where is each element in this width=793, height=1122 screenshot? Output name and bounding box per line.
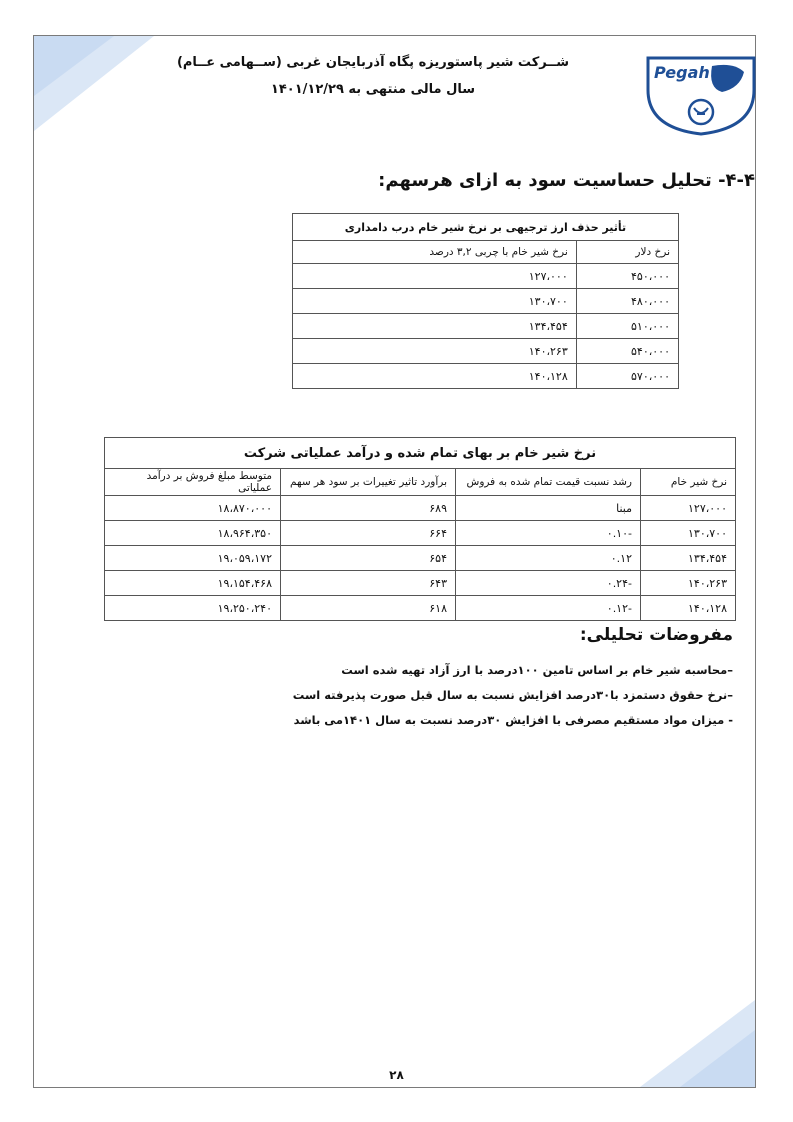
table-cell: ۱۴۰،۲۶۳ bbox=[641, 571, 736, 596]
milk-cost-impact-table bbox=[104, 437, 736, 621]
table-cell: ۱۴۰،۱۲۸ bbox=[293, 364, 577, 389]
table-cell: ۶۴۳ bbox=[281, 571, 456, 596]
assumptions-list bbox=[173, 660, 733, 735]
logo-text: Pegah bbox=[654, 63, 710, 82]
table-row bbox=[293, 364, 679, 389]
table-cell: ۱۳۰،۷۰۰ bbox=[293, 289, 577, 314]
table-cell: ۱۳۴،۴۵۴ bbox=[293, 314, 577, 339]
table2-caption: نرخ شیر خام بر بهای تمام شده و درآمد عملیاتی شرکت bbox=[105, 438, 736, 469]
table-cell: -۰.۱۲ bbox=[456, 596, 641, 621]
table-cell: ۶۵۴ bbox=[281, 546, 456, 571]
table-row bbox=[105, 596, 736, 621]
table1-caption: تأثیر حذف ارز ترجیهی بر نرخ شیر خام درب دامداری bbox=[293, 214, 679, 241]
table1-header-milk-rate: نرخ شیر خام با چربی ۳,۲ درصد bbox=[293, 241, 577, 264]
table-cell: ۱۲۷،۰۰۰ bbox=[641, 496, 736, 521]
table-row bbox=[293, 339, 679, 364]
table-row bbox=[105, 546, 736, 571]
dollar-rate-table bbox=[292, 213, 679, 389]
table-cell: -۰.۲۴ bbox=[456, 571, 641, 596]
table-cell: ۱۴۰،۱۲۸ bbox=[641, 596, 736, 621]
table-cell: ۱۹،۰۵۹،۱۷۲ bbox=[105, 546, 281, 571]
table2-header-avg-sales: متوسط مبلغ فروش بر درآمد عملیاتی bbox=[105, 469, 281, 496]
table-row bbox=[293, 289, 679, 314]
table-cell: ۱۸،۹۶۴،۳۵۰ bbox=[105, 521, 281, 546]
table-cell: ۱۴۰،۲۶۳ bbox=[293, 339, 577, 364]
table-row bbox=[293, 264, 679, 289]
table-cell: ۴۸۰،۰۰۰ bbox=[576, 289, 678, 314]
table-row bbox=[293, 314, 679, 339]
table-cell: ۱۲۷،۰۰۰ bbox=[293, 264, 577, 289]
table-cell: ۵۴۰،۰۰۰ bbox=[576, 339, 678, 364]
table-row bbox=[105, 571, 736, 596]
table-cell: ۶۱۸ bbox=[281, 596, 456, 621]
table-cell: ۱۸،۸۷۰،۰۰۰ bbox=[105, 496, 281, 521]
table-cell: مبنا bbox=[456, 496, 641, 521]
corner-decoration-top-left bbox=[34, 36, 154, 131]
table-cell: ۱۹،۱۵۴،۴۶۸ bbox=[105, 571, 281, 596]
table-cell: ۱۳۰،۷۰۰ bbox=[641, 521, 736, 546]
table-cell: -۰.۱۰ bbox=[456, 521, 641, 546]
table-row bbox=[105, 521, 736, 546]
list-item: - میزان مواد مستقیم مصرفی با افزایش ۳۰درصد نسبت به سال ۱۴۰۱می باشد bbox=[293, 713, 733, 727]
list-item: –نرخ حقوق دستمزد با۳۰درصد افزایش نسبت به سال قبل صورت پذیرفته است bbox=[292, 688, 733, 702]
table2-header-eps-impact: برآورد تاثیر تغییرات بر سود هر سهم bbox=[281, 469, 456, 496]
table1-header-dollar: نرخ دلار bbox=[576, 241, 678, 264]
table-cell: ۱۹،۲۵۰،۲۴۰ bbox=[105, 596, 281, 621]
table-row bbox=[105, 496, 736, 521]
table-cell: ۱۳۴،۴۵۴ bbox=[641, 546, 736, 571]
table-cell: ۶۸۹ bbox=[281, 496, 456, 521]
pegah-logo bbox=[642, 48, 760, 138]
table-cell: ۰.۱۲ bbox=[456, 546, 641, 571]
company-name: شــرکت شیر پاستوریزه پگاه آذربایجان غربی (ســهامی عــام) bbox=[176, 55, 570, 70]
table2-header-cost-growth: رشد نسبت قیمت تمام شده به فروش bbox=[456, 469, 641, 496]
fiscal-year: سال مالی منتهی به ۱۴۰۱/۱۲/۲۹ bbox=[270, 82, 476, 97]
table-cell: ۵۷۰،۰۰۰ bbox=[576, 364, 678, 389]
list-item: –محاسبه شیر خام بر اساس تامین ۱۰۰درصد با ارز آزاد تهیه شده است bbox=[341, 663, 733, 677]
section-title: ۴-۴- تحلیل حساسیت سود به ازای هرسهم: bbox=[378, 170, 755, 191]
table-cell: ۴۵۰،۰۰۰ bbox=[576, 264, 678, 289]
page-number: ۲۸ bbox=[389, 1068, 404, 1082]
table-cell: ۶۶۴ bbox=[281, 521, 456, 546]
table2-header-milk-rate: نرخ شیر خام bbox=[641, 469, 736, 496]
table-cell: ۵۱۰،۰۰۰ bbox=[576, 314, 678, 339]
assumptions-title: مفروضات تحلیلی: bbox=[579, 625, 733, 645]
document-header bbox=[163, 55, 583, 97]
